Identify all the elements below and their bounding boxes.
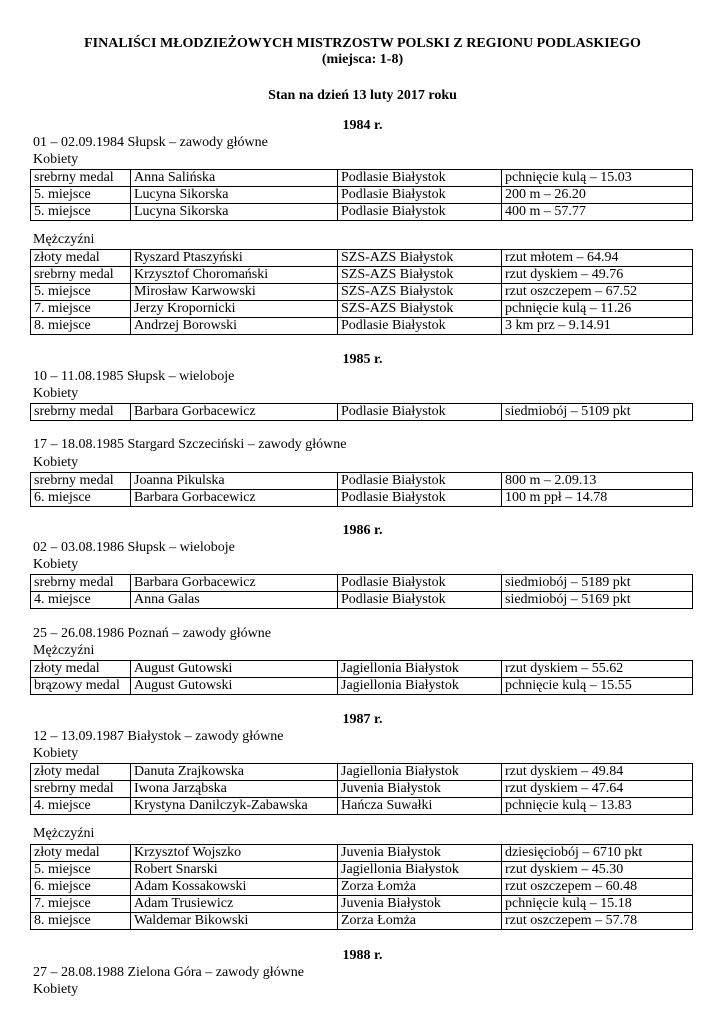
- year-heading-1985: 1985 r.: [342, 352, 383, 367]
- table-row: [31, 896, 693, 913]
- event-result-cell: rzut oszczepem – 60.48: [502, 879, 693, 896]
- group-label-women: Kobiety: [33, 386, 79, 401]
- athlete-name-cell: Anna Galas: [131, 592, 338, 609]
- athlete-name-cell: Anna Salińska: [131, 170, 338, 187]
- club-cell: Jagiellonia Białystok: [338, 678, 502, 695]
- event-result-cell: siedmiobój – 5189 pkt: [502, 575, 693, 592]
- athlete-name-cell: Iwona Jarząbska: [131, 781, 338, 798]
- table-row: [31, 862, 693, 879]
- event-title: 12 – 13.09.1987 Białystok – zawody główne: [33, 729, 284, 744]
- event-result-cell: rzut dyskiem – 47.64: [502, 781, 693, 798]
- table-row: [31, 490, 693, 507]
- club-cell: Podlasie Białystok: [338, 318, 502, 335]
- event-result-cell: 3 km prz – 9.14.91: [502, 318, 693, 335]
- club-cell: Jagiellonia Białystok: [338, 862, 502, 879]
- athlete-name-cell: Barbara Gorbacewicz: [131, 490, 338, 507]
- athlete-name-cell: Krzysztof Wojszko: [131, 845, 338, 862]
- athlete-name-cell: August Gutowski: [131, 678, 338, 695]
- event-result-cell: dziesięciobój – 6710 pkt: [502, 845, 693, 862]
- results-table: [30, 249, 693, 335]
- athlete-name-cell: Barbara Gorbacewicz: [131, 575, 338, 592]
- club-cell: Hańcza Suwałki: [338, 798, 502, 815]
- placement-cell: 7. miejsce: [31, 301, 131, 318]
- athlete-name-cell: Ryszard Ptaszyński: [131, 250, 338, 267]
- page-title: FINALIŚCI MŁODZIEŻOWYCH MISTRZOSTW POLSKI Z REGIONU PODLASKIEGO: [84, 36, 641, 51]
- placement-cell: 6. miejsce: [31, 879, 131, 896]
- placement-cell: 5. miejsce: [31, 204, 131, 221]
- group-label-women: Kobiety: [33, 746, 79, 761]
- athlete-name-cell: Robert Snarski: [131, 862, 338, 879]
- placement-cell: złoty medal: [31, 250, 131, 267]
- athlete-name-cell: Waldemar Bikowski: [131, 913, 338, 930]
- event-result-cell: rzut oszczepem – 67.52: [502, 284, 693, 301]
- results-table: [30, 763, 693, 815]
- year-heading-1986: 1986 r.: [342, 523, 383, 538]
- status-date: Stan na dzień 13 luty 2017 roku: [268, 88, 457, 103]
- event-result-cell: pchnięcie kulą – 13.83: [502, 798, 693, 815]
- club-cell: Jagiellonia Białystok: [338, 661, 502, 678]
- event-result-cell: rzut młotem – 64.94: [502, 250, 693, 267]
- club-cell: Zorza Łomża: [338, 913, 502, 930]
- athlete-name-cell: Andrzej Borowski: [131, 318, 338, 335]
- club-cell: SZS-AZS Białystok: [338, 301, 502, 318]
- group-label-men: Mężczyźni: [33, 826, 95, 841]
- event-result-cell: 100 m ppł – 14.78: [502, 490, 693, 507]
- placement-cell: srebrny medal: [31, 575, 131, 592]
- results-table: [30, 660, 693, 695]
- placement-cell: 6. miejsce: [31, 490, 131, 507]
- table-row: [31, 879, 693, 896]
- table-row: [31, 284, 693, 301]
- club-cell: Juvenia Białystok: [338, 781, 502, 798]
- event-result-cell: pchnięcie kulą – 15.03: [502, 170, 693, 187]
- table-row: [31, 267, 693, 284]
- placement-cell: złoty medal: [31, 764, 131, 781]
- club-cell: Podlasie Białystok: [338, 473, 502, 490]
- table-row: [31, 187, 693, 204]
- athlete-name-cell: Jerzy Kropornicki: [131, 301, 338, 318]
- table-row: [31, 781, 693, 798]
- placement-cell: 5. miejsce: [31, 284, 131, 301]
- group-label-women: Kobiety: [33, 982, 79, 997]
- club-cell: SZS-AZS Białystok: [338, 250, 502, 267]
- group-label-men: Mężczyźni: [33, 232, 95, 247]
- athlete-name-cell: Danuta Zrajkowska: [131, 764, 338, 781]
- results-table: [30, 472, 693, 507]
- placement-cell: 8. miejsce: [31, 318, 131, 335]
- table-row: [31, 913, 693, 930]
- event-result-cell: rzut dyskiem – 45.30: [502, 862, 693, 879]
- club-cell: Podlasie Białystok: [338, 204, 502, 221]
- results-table: [30, 169, 693, 221]
- event-title: 01 – 02.09.1984 Słupsk – zawody główne: [33, 135, 268, 150]
- event-title: 02 – 03.08.1986 Słupsk – wieloboje: [33, 540, 235, 555]
- placement-cell: 8. miejsce: [31, 913, 131, 930]
- club-cell: Jagiellonia Białystok: [338, 764, 502, 781]
- athlete-name-cell: Krystyna Danilczyk-Zabawska: [131, 798, 338, 815]
- event-result-cell: rzut dyskiem – 49.84: [502, 764, 693, 781]
- table-row: [31, 661, 693, 678]
- club-cell: Zorza Łomża: [338, 879, 502, 896]
- athlete-name-cell: Adam Trusiewicz: [131, 896, 338, 913]
- club-cell: Podlasie Białystok: [338, 592, 502, 609]
- athlete-name-cell: Joanna Pikulska: [131, 473, 338, 490]
- table-row: [31, 798, 693, 815]
- results-table: [30, 403, 693, 421]
- event-result-cell: pchnięcie kulą – 11.26: [502, 301, 693, 318]
- table-row: [31, 575, 693, 592]
- event-result-cell: siedmiobój – 5109 pkt: [502, 404, 693, 421]
- table-row: [31, 592, 693, 609]
- event-result-cell: 800 m – 2.09.13: [502, 473, 693, 490]
- page-subtitle: (miejsca: 1-8): [321, 52, 404, 67]
- event-title: 17 – 18.08.1985 Stargard Szczeciński – zawody główne: [33, 437, 347, 452]
- event-title: 10 – 11.08.1985 Słupsk – wieloboje: [33, 369, 235, 384]
- event-title: 25 – 26.08.1986 Poznań – zawody główne: [33, 626, 271, 641]
- placement-cell: srebrny medal: [31, 473, 131, 490]
- athlete-name-cell: Mirosław Karwowski: [131, 284, 338, 301]
- table-row: [31, 301, 693, 318]
- event-result-cell: pchnięcie kulą – 15.55: [502, 678, 693, 695]
- placement-cell: srebrny medal: [31, 267, 131, 284]
- table-row: [31, 204, 693, 221]
- placement-cell: 4. miejsce: [31, 798, 131, 815]
- club-cell: SZS-AZS Białystok: [338, 267, 502, 284]
- group-label-women: Kobiety: [33, 152, 79, 167]
- event-result-cell: 200 m – 26.20: [502, 187, 693, 204]
- placement-cell: srebrny medal: [31, 404, 131, 421]
- year-heading-1987: 1987 r.: [342, 712, 383, 727]
- results-table: [30, 574, 693, 609]
- table-row: [31, 404, 693, 421]
- athlete-name-cell: Barbara Gorbacewicz: [131, 404, 338, 421]
- placement-cell: srebrny medal: [31, 781, 131, 798]
- event-title: 27 – 28.08.1988 Zielona Góra – zawody główne: [33, 965, 304, 980]
- table-row: [31, 250, 693, 267]
- athlete-name-cell: Lucyna Sikorska: [131, 187, 338, 204]
- placement-cell: 5. miejsce: [31, 187, 131, 204]
- club-cell: Juvenia Białystok: [338, 845, 502, 862]
- club-cell: Podlasie Białystok: [338, 404, 502, 421]
- table-row: [31, 764, 693, 781]
- table-row: [31, 318, 693, 335]
- placement-cell: brązowy medal: [31, 678, 131, 695]
- group-label-women: Kobiety: [33, 455, 79, 470]
- event-result-cell: pchnięcie kulą – 15.18: [502, 896, 693, 913]
- table-row: [31, 845, 693, 862]
- table-row: [31, 678, 693, 695]
- results-table: [30, 844, 693, 930]
- year-heading-1988: 1988 r.: [342, 948, 383, 963]
- athlete-name-cell: Adam Kossakowski: [131, 879, 338, 896]
- event-result-cell: 400 m – 57.77: [502, 204, 693, 221]
- placement-cell: 7. miejsce: [31, 896, 131, 913]
- athlete-name-cell: Lucyna Sikorska: [131, 204, 338, 221]
- event-result-cell: rzut dyskiem – 49.76: [502, 267, 693, 284]
- placement-cell: 4. miejsce: [31, 592, 131, 609]
- group-label-men: Mężczyźni: [33, 643, 95, 658]
- group-label-women: Kobiety: [33, 557, 79, 572]
- placement-cell: złoty medal: [31, 661, 131, 678]
- athlete-name-cell: Krzysztof Choromański: [131, 267, 338, 284]
- event-result-cell: rzut dyskiem – 55.62: [502, 661, 693, 678]
- athlete-name-cell: August Gutowski: [131, 661, 338, 678]
- club-cell: Podlasie Białystok: [338, 490, 502, 507]
- placement-cell: złoty medal: [31, 845, 131, 862]
- placement-cell: srebrny medal: [31, 170, 131, 187]
- year-heading-1984: 1984 r.: [342, 118, 383, 133]
- table-row: [31, 170, 693, 187]
- club-cell: Juvenia Białystok: [338, 896, 502, 913]
- club-cell: Podlasie Białystok: [338, 170, 502, 187]
- table-row: [31, 473, 693, 490]
- placement-cell: 5. miejsce: [31, 862, 131, 879]
- club-cell: Podlasie Białystok: [338, 187, 502, 204]
- event-result-cell: siedmiobój – 5169 pkt: [502, 592, 693, 609]
- event-result-cell: rzut oszczepem – 57.78: [502, 913, 693, 930]
- club-cell: Podlasie Białystok: [338, 575, 502, 592]
- club-cell: SZS-AZS Białystok: [338, 284, 502, 301]
